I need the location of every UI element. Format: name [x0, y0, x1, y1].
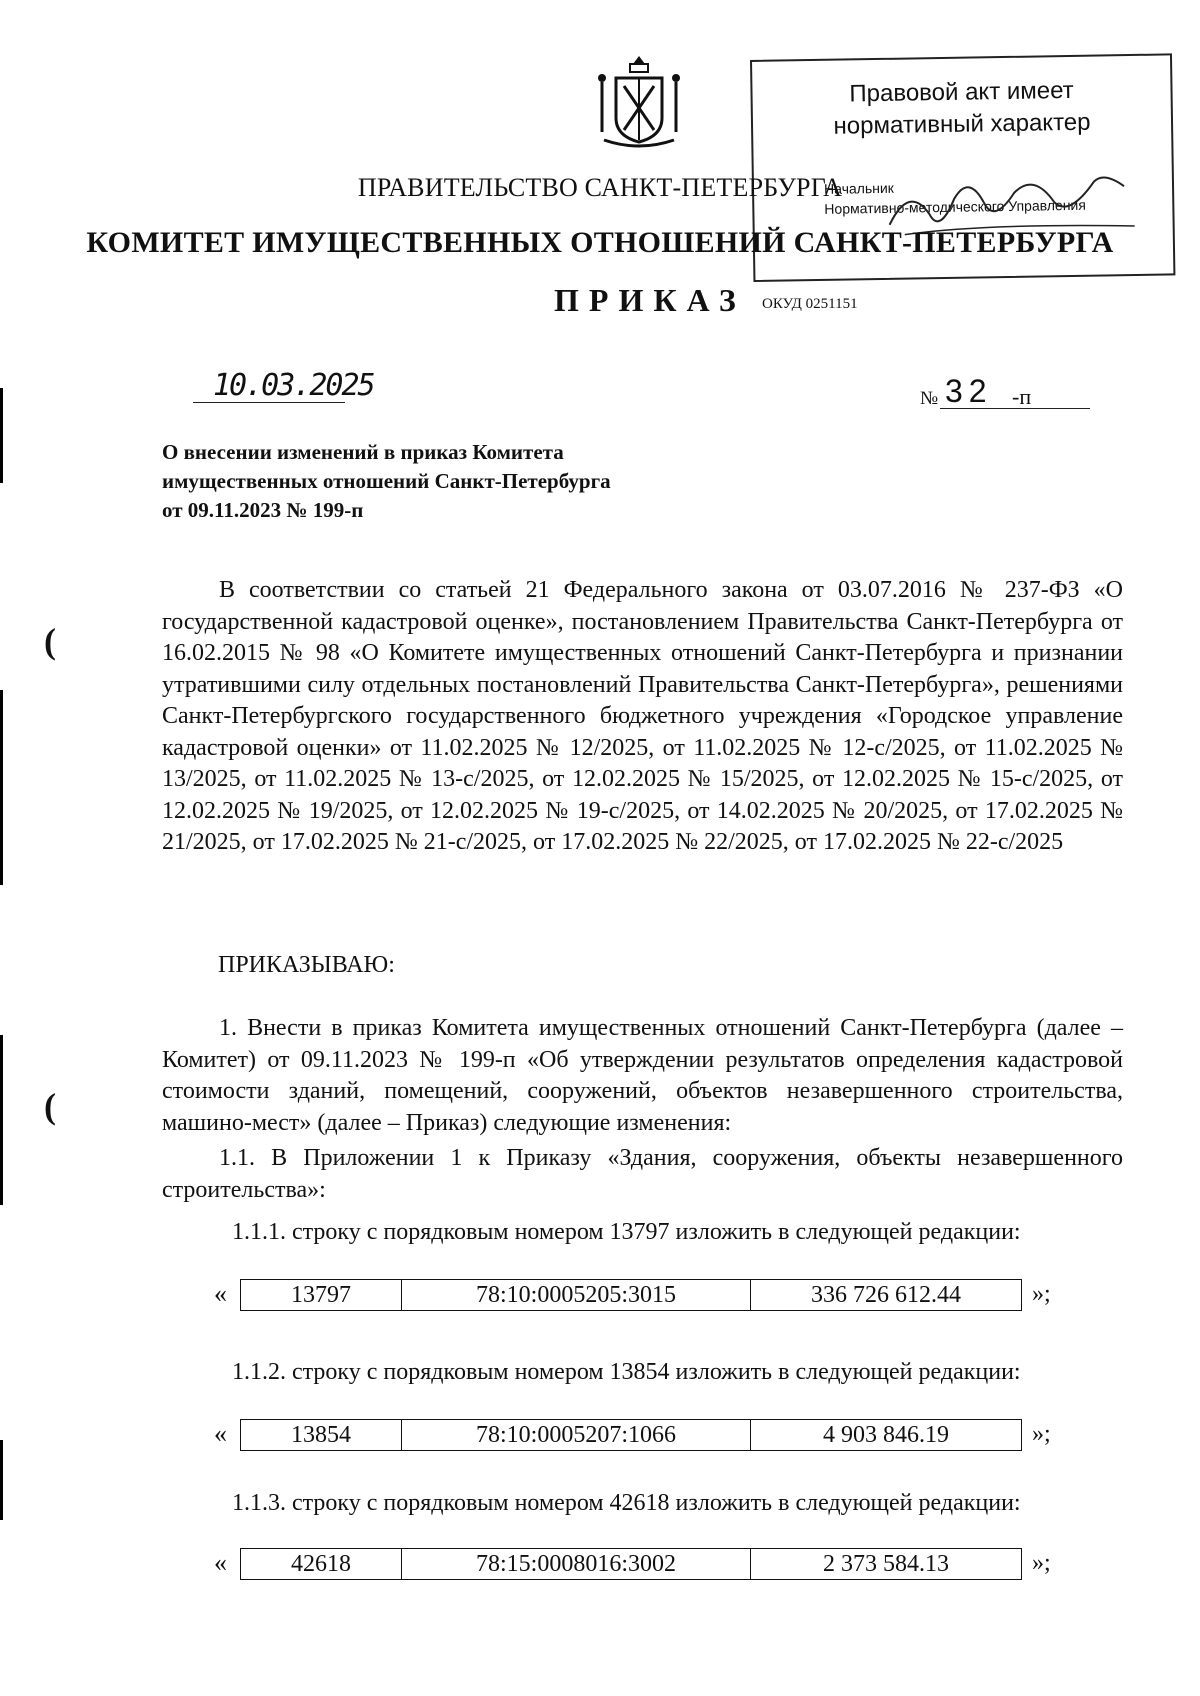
row-cadastral-value: 336 726 612.44 — [811, 1281, 961, 1308]
table-row — [0, 1279, 1200, 1313]
replacement-row-table — [240, 1279, 1022, 1311]
subitem-text: 1.1.2. строку с порядковым номером 13854 изложить в следующей редакции: — [232, 1359, 1021, 1385]
item-1 — [162, 1013, 1123, 1139]
scan-margin-bar — [0, 1035, 3, 1205]
order-subject — [162, 438, 611, 525]
document-type: ПРИКАЗ — [554, 282, 746, 318]
order-number-suffix: -п — [1012, 384, 1032, 409]
scan-mark: ( — [44, 621, 56, 661]
preamble — [162, 575, 1123, 859]
item-1-1 — [162, 1143, 1123, 1206]
row-number: 42618 — [241, 1549, 402, 1579]
row-number: 13797 — [241, 1280, 402, 1310]
number-underline — [940, 408, 1090, 409]
close-quote: »; — [1032, 1281, 1051, 1307]
order-number: 32 — [945, 373, 993, 409]
scan-margin-bar — [0, 388, 3, 483]
stamp-line-4: Нормативно-методического Управления — [824, 196, 1087, 217]
table-row — [0, 1548, 1200, 1582]
coat-of-arms-icon — [594, 52, 684, 152]
subject-line: имущественных отношений Санкт-Петербурга — [162, 469, 611, 493]
close-quote: »; — [1032, 1550, 1051, 1576]
replacement-row-table — [240, 1548, 1022, 1580]
subject-line: от 09.11.2023 № 199-п — [162, 498, 364, 522]
subitem-text: 1.1.3. строку с порядковым номером 42618 изложить в следующей редакции: — [232, 1490, 1021, 1516]
stamp-line-2: нормативный характер — [833, 108, 1091, 140]
row-cadastral-value: 2 373 584.13 — [823, 1550, 949, 1577]
government-name: ПРАВИТЕЛЬСТВО САНКТ-ПЕТЕРБУРГА — [357, 173, 843, 202]
item-1-text: 1. Внести в приказ Комитета имущественных отношений Санкт-Петербурга (далее – Комитет) от 09.11.2023 № 199-п «Об утверждении результатов определения кадастровой стоимости зданий, помещений, сооружений, объектов незавершенного строительства, машино-мест» (далее – Приказ) следующие изменения: — [162, 1015, 1123, 1136]
order-date: 10.03.2025 — [213, 368, 374, 403]
open-quote: « — [214, 1279, 227, 1308]
open-quote: « — [214, 1419, 227, 1448]
close-quote: »; — [1032, 1421, 1051, 1447]
committee-name: КОМИТЕТ ИМУЩЕСТВЕННЫХ ОТНОШЕНИЙ САНКТ-ПЕТЕРБУРГА — [86, 226, 1114, 259]
stamp-line-3: Начальник — [823, 179, 894, 197]
replacement-row-table — [240, 1419, 1022, 1451]
stamp-line-1: Правовой акт имеет — [849, 76, 1074, 108]
subitem-text: 1.1.1. строку с порядковым номером 13797 изложить в следующей редакции: — [232, 1219, 1021, 1245]
table-row — [0, 1419, 1200, 1453]
row-cadastral-number: 78:15:0008016:3002 — [402, 1549, 751, 1579]
subject-line: О внесении изменений в приказ Комитета — [162, 440, 564, 464]
open-quote: « — [214, 1548, 227, 1577]
row-cadastral-value: 4 903 846.19 — [823, 1421, 949, 1448]
row-number: 13854 — [241, 1420, 402, 1450]
okud-code: ОКУД 0251151 — [762, 296, 858, 312]
order-word: ПРИКАЗЫВАЮ: — [218, 952, 395, 978]
item-1-1-text: 1.1. В Приложении 1 к Приказу «Здания, сооружения, объекты незавершенного строительства»: — [162, 1145, 1123, 1203]
row-cadastral-number: 78:10:0005207:1066 — [402, 1420, 751, 1450]
date-underline — [193, 402, 345, 403]
preamble-text: В соответствии со статьей 21 Федерального закона от 03.07.2016 № 237-ФЗ «О государственной кадастровой оценке», постановлением Правительства Санкт-Петербурга от 16.02.2015 № 98 «О Комитете имущественных отношений Санкт-Петербурга и признании утратившими силу отдельных постановлений Правительства Санкт-Петербурга», решениями Санкт-Петербургского государственного бюджетного учреждения «Городское управление кадастровой оценки» от 11.02.2025 № 12/2025, от 11.02.2025 № 12-с/2025, от 11.02.2025 № 13/2025, от 11.02.2025 № 13-с/2025, от 12.02.2025 № 15/2025, от 12.02.2025 № 15-с/2025, от 12.02.2025 № 19/2025, от 12.02.2025 № 19-с/2025, от 14.02.2025 № 20/2025, от 17.02.2025 № 21/2025, от 17.02.2025 № 21-с/2025, от 17.02.2025 № 22/2025, от 17.02.2025 № 22-с/2025 — [162, 577, 1123, 855]
scan-margin-bar — [0, 690, 3, 885]
row-cadastral-number: 78:10:0005205:3015 — [402, 1280, 751, 1310]
scan-mark: ( — [44, 1086, 56, 1126]
number-sign: № — [920, 388, 939, 409]
